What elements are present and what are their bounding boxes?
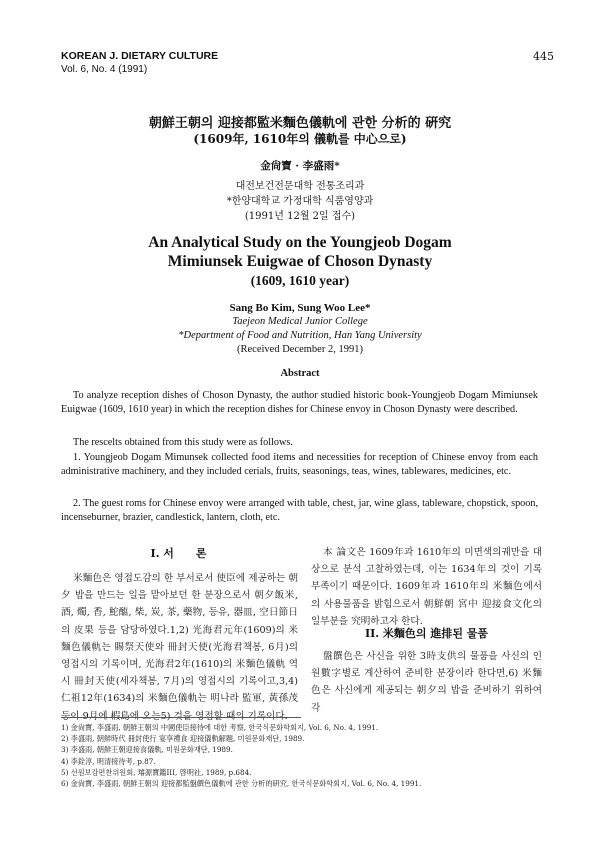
abstract-heading: Abstract <box>280 368 320 379</box>
right-column-text: 本 論文은 1609年과 1610年의 미면색의궤만을 대상으로 분석 고찰하였는데, 이는 1634年의 것이 기록부족이기 때문이다. 1609年과 1610年의 米麵色에서의 사용물품을 밝힘으로서 朝鮮朝 宮中 迎接食文化의 일부분을 究明하고자 한다. <box>311 547 542 627</box>
page-number: 445 <box>533 50 554 63</box>
journal-header <box>61 50 218 76</box>
abstract-paragraph: 1. Youngjeob Dogam Mimunsek collected food items and necessities for reception of Chinese envoy from each administrative machinery, and they included cerials, fruits, seasonings, teas, wines, tablewares, medicines, etc. <box>61 452 538 478</box>
journal-volume: Vol. 6, No. 4 (1991) <box>61 64 148 75</box>
korean-affiliation-1: 대전보건전문대학 전통조리과 <box>235 181 365 192</box>
section-1-heading: I. 서 론 <box>150 547 207 560</box>
abstract-paragraph: The rescelts obtained from this study were as follows. <box>73 437 293 448</box>
english-affiliation-1: Taejeon Medical Junior College <box>232 316 368 327</box>
footnote-divider <box>61 717 301 718</box>
english-title-line-1: An Analytical Study on the Youngjeob Dogam <box>148 234 452 251</box>
korean-authors: 金尙寶 · 李盛雨* <box>260 160 340 172</box>
received-date: (Received December 2, 1991) <box>237 344 363 355</box>
footnotes <box>61 722 541 789</box>
korean-affiliation-2: *한양대학교 가정대학 식품영양과 <box>226 196 374 207</box>
right-column-text: 盤饌色은 사신을 위한 3時支供의 물품을 사신의 인원數字별로 계산하여 준비한 분장이라 한다면,6) 米麵色은 사신에게 제공되는 朝夕의 밥을 준비하기 위하여 각 <box>311 651 542 714</box>
footnote: 3) 李盛雨, 朝鮮王朝迎接食儀軌, 미원문화재단, 1989. <box>61 745 233 755</box>
section-2-heading: II. 米麵色의 進排된 물품 <box>364 627 489 640</box>
footnote: 1) 金尙寶, 李盛雨, 朝鮮王朝의 中國使臣接待에 대한 考察, 한국식문화학회지, Vol. 6, No. 4, 1991. <box>61 723 379 732</box>
english-authors: Sang Bo Kim, Sung Woo Lee* <box>229 302 371 314</box>
english-affiliation-2: *Department of Food and Nutrition, Han Yang University <box>178 330 422 341</box>
english-title-line-3: (1609, 1610 year) <box>250 273 350 288</box>
footnote: 2) 李盛雨, 朝鮮時代 冊封使行 宴享禮食 迎接儀軌解題, 미원문화재단, 1989. <box>61 734 305 744</box>
english-title-line-2: Mimiunsek Euigwae of Choson Dynasty <box>167 253 433 270</box>
korean-subtitle: (1609年, 1610年의 儀軌를 中心으로) <box>193 132 407 146</box>
left-column-text: 米麵色은 영접도감의 한 부서로서 使臣에 제공하는 朝夕 밥을 만드는 일을 맡아보던 한 분장으로서 朝夕飯米, 酒, 燭, 香, 鮀醢, 柴, 炭, 茶, 藥物, 등유, 器皿, 空日節日의 皮果 등을 담당하였다.1,2) 光海君元年(1609)의 米麵色儀軌는 賜祭天使와 冊封天使(光海君책봉, 6月)의 영접시의 기록이며, 光海君2年(1610)의 米麵色儀軌 역시 冊封天使(세자책봉, 7月)의 영접시의 기록이고,3,4) 仁祖12年(1634)의 米麵色儀軌는 明나라 監軍, 黃孫茂 등이 9月에 椵島에 오는5) 것을 영접할 때의 기록이다. <box>61 573 298 722</box>
korean-title: 朝鮮王朝의 迎接都監米麵色儀軌에 관한 分析的 硏究 <box>148 116 452 131</box>
abstract-paragraph: To analyze reception dishes of Choson Dynasty, the author studied historic book-Youngjeob Dogam Mimiunsek Euigwae (1609, 1610 year) in which the reception dishes for Chinese envoy in Choson Dynasty were described. <box>61 390 538 416</box>
journal-name: KOREAN J. DIETARY CULTURE <box>61 50 219 62</box>
abstract-paragraph: 2. The guest roms for Chinese envoy were arranged with table, chest, jar, wine glass, tableware, chopstick, spoon, incenseburner, brazier, candlestick, lantern, cloth, etc. <box>61 498 538 524</box>
korean-received: (1991년 12월 2일 접수) <box>244 211 356 222</box>
footnote: 4) 李銓淳, 明清接待考, p.87. <box>61 756 156 766</box>
footnote: 5) 선원보감편찬위원회, 璿源寶鑑III, 啓明社, 1989, p.684. <box>61 767 252 777</box>
footnote: 6) 金尙寶, 李盛雨, 朝鮮王朝의 迎接都監盤饌色儀軌에 관한 分析的硏究, 한국식문화학회지, Vol. 6, No. 4, 1991. <box>61 779 422 789</box>
